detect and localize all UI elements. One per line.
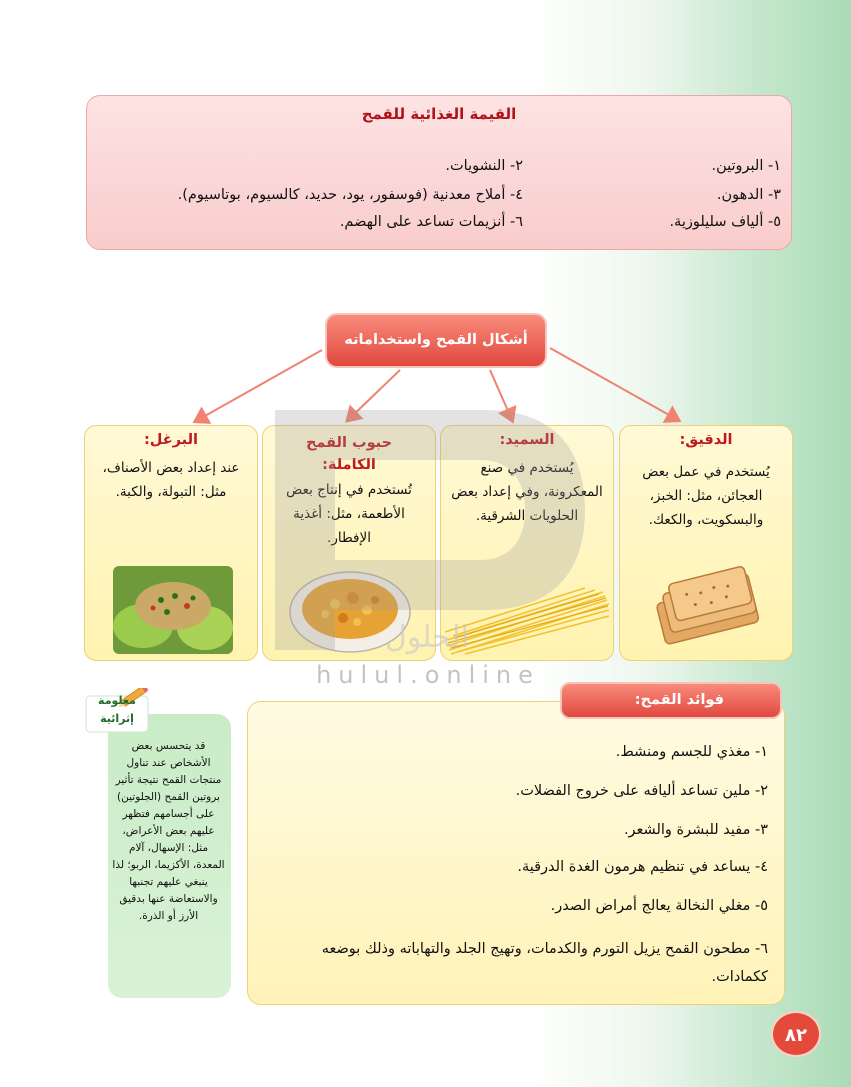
card-title: السميد: [499,432,555,448]
enrichment-info-text: قد يتحسس بعض الأشخاص عند تناول منتجات القمح نتيجة تأثير بروتين القمح (الجلوتين) على أجسامهم فتظهر عليهم بعض الأعراض، مثل: الإسهال، آلام المعدة، الأكزيما، الربو؛ لذا ينبغي عليهم تجنبها والاستعاضة عنها بدقيق الأرز أو الذرة. [112,740,225,922]
card-text: عند إعداد بعض الأصناف، مثل: التبولة، والكبة. [102,460,240,500]
tabbouleh-image [113,566,233,654]
page-number: ٨٢ [771,1011,821,1057]
benefit-item: ٤- يساعد في تنظيم هرمون الغدة الدرقية. [517,859,768,875]
enrichment-info-box [108,714,231,998]
nutrition-title: القيمة الغذائية للقمح [361,105,517,123]
benefit-item: ٥- مغلي النخالة يعالج أمراض الصدر. [550,898,768,914]
card-title: الدقيق: [679,432,733,448]
card-bulgur [84,425,258,661]
card-text: يُستخدم في صنع المعكرونة، وفي إعداد بعض الحلويات الشرقية. [451,460,603,524]
nutrition-item: ٢- النشويات. [445,158,523,174]
card-title: البرغل: [144,432,198,448]
enrichment-tag [82,688,152,734]
crackers-image [642,564,772,654]
card-text: يُستخدم في عمل بعض العجائن، مثل: الخبز، والبسكويت، والكعك. [642,464,770,528]
nutrition-item: ٥- ألياف سليلوزية. [669,214,781,230]
benefit-item: ٢- ملين تساعد أليافه على خروج الفضلات. [515,783,768,799]
benefits-box [247,701,785,1005]
nutrition-item: ٦- أنزيمات تساعد على الهضم. [339,214,523,230]
benefit-item: ١- مغذي للجسم ومنشط. [615,744,768,760]
watermark-english: hulul.online [316,661,540,689]
nutrition-item: ٤- أملاح معدنية (فوسفور، يود، حديد، كالسيوم، بوتاسيوم). [177,187,523,203]
forms-hub: أشكال القمح واستخداماته [325,313,547,368]
card-text: تُستخدم في إنتاج بعض الأطعمة، مثل: أغذية الإفطار. [286,482,412,546]
watermark-arabic: الحلول [384,620,470,655]
card-title: حبوب القمح الكاملة: [305,435,393,473]
enrichment-tag-text [82,692,152,728]
tag-line: إثرائية [100,712,134,725]
nutrition-item: ١- البروتين. [711,158,781,174]
benefit-item: ٦- مطحون القمح يزيل التورم والكدمات، وتهيج الجلد والتهاباته وذلك بوضعه ككمادات. [321,941,768,985]
nutrition-item: ٣- الدهون. [716,187,781,203]
card-flour [619,425,793,661]
benefits-title: فوائد القمح: [560,682,782,719]
tag-line: معلومة [98,694,136,707]
benefit-item: ٣- مفيد للبشرة والشعر. [623,822,768,838]
